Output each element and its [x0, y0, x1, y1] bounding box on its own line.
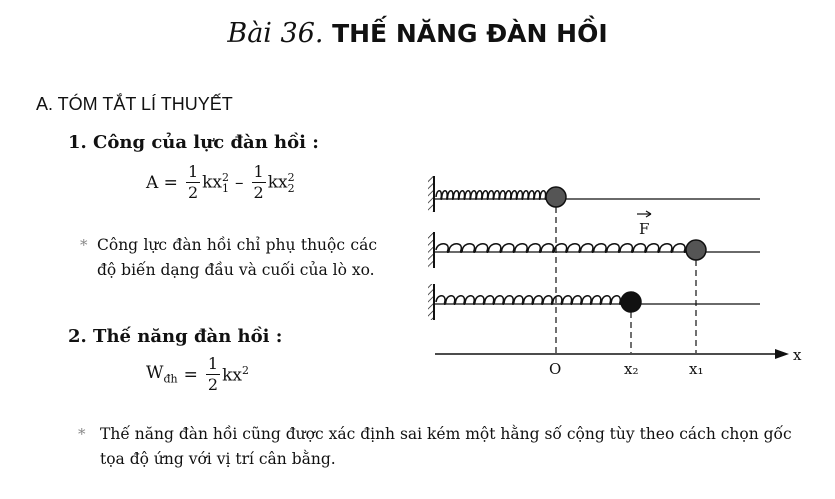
wall-bottom	[428, 284, 434, 320]
section-heading: A. TÓM TẮT LÍ THUYẾT	[36, 94, 233, 114]
note-bullet-star: *	[80, 236, 88, 254]
fraction-numerator: 1	[187, 162, 199, 181]
heading-elastic-potential-energy: 2. Thế năng đàn hồi :	[68, 326, 283, 347]
spring-stretched-x2	[436, 296, 621, 305]
fraction-denominator: 2	[207, 375, 219, 394]
title-main: THẾ NĂNG ĐÀN HỒI	[332, 19, 608, 48]
fraction-numerator: 1	[253, 162, 264, 181]
page-title	[0, 18, 835, 49]
formula-w-symbol: W	[146, 363, 164, 384]
force-vector-arrow	[637, 211, 651, 217]
minus-sign: –	[235, 172, 244, 193]
spring-diagram	[425, 170, 805, 385]
term-kx2-base: kx	[267, 172, 288, 192]
mass-at-x2	[621, 292, 641, 312]
formula-work	[146, 164, 295, 201]
equals-sign: =	[183, 364, 198, 385]
note-work-text: Công lực đàn hồi chỉ phụ thuộc các độ biến dạng đầu và cuối của lò xo.	[97, 236, 377, 279]
term-kx-base: kx	[222, 365, 242, 386]
title-prefix: Bài 36.	[227, 18, 324, 49]
term-kx1-sup: 2	[222, 170, 230, 184]
term-kx2	[268, 172, 295, 194]
mass-at-origin	[546, 187, 566, 207]
term-kx1-sub: 1	[222, 181, 230, 195]
fraction-denominator: 2	[253, 183, 264, 202]
note-work-depends	[80, 233, 377, 279]
x-axis-arrowhead	[775, 349, 789, 359]
formula-w-subscript: đh	[163, 372, 178, 386]
fraction-denominator: 2	[187, 183, 199, 202]
formula-potential-energy	[146, 356, 249, 393]
fraction-numerator: 1	[207, 354, 219, 373]
wall-middle	[428, 232, 434, 268]
fraction-half-2	[252, 164, 266, 201]
fraction-half-1	[186, 164, 200, 201]
fraction-half-3	[206, 356, 220, 393]
term-kx1-base: kx	[202, 172, 223, 192]
heading-work-of-elastic-force: 1. Công của lực đàn hồi :	[68, 132, 319, 153]
term-kx2-sub: 2	[287, 181, 295, 195]
footer-note-text: Thế năng đàn hồi cũng được xác định sai kém một hằng số cộng tùy theo cách chọn gốc tọa độ ứng với vị trí cân bằng.	[100, 425, 792, 468]
formula-lhs-w	[146, 363, 178, 385]
x-axis-label: x	[793, 346, 802, 364]
origin-label: O	[549, 360, 562, 378]
footer-bullet-star: *	[78, 425, 86, 443]
formula-work-lhs: A =	[146, 172, 178, 193]
term-kx-squared	[222, 364, 249, 386]
footer-note	[78, 422, 818, 468]
term-kx1	[202, 172, 229, 194]
wall-top	[428, 176, 434, 212]
force-label: F	[639, 220, 650, 238]
term-kx-sup: 2	[241, 363, 249, 377]
spring-relaxed	[436, 191, 546, 200]
x1-label: x₁	[689, 360, 704, 378]
term-kx2-sup: 2	[287, 170, 295, 184]
spring-stretched-x1	[436, 244, 686, 253]
x2-label: x₂	[624, 360, 639, 378]
mass-at-x1	[686, 240, 706, 260]
